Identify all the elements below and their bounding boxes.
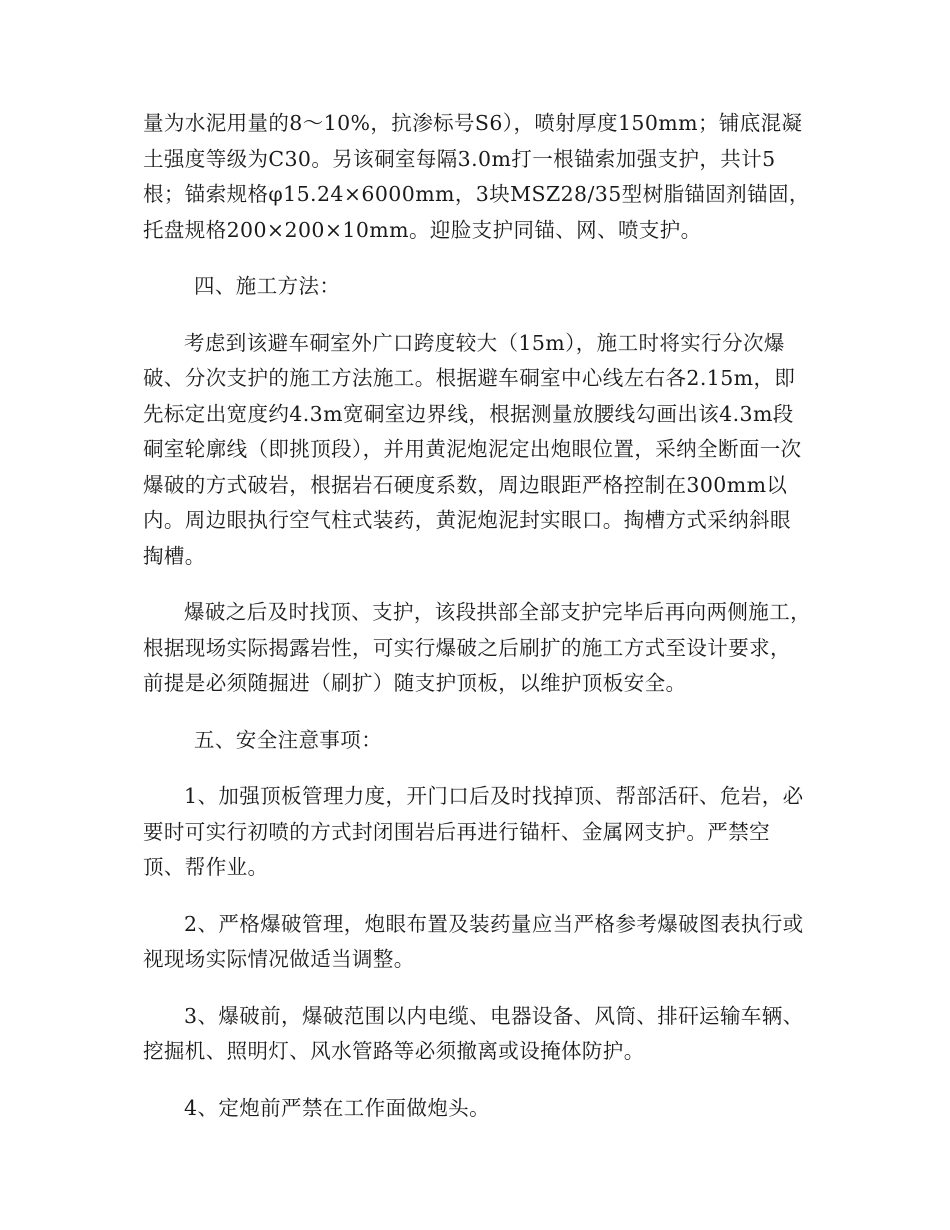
list-item-safety-2: 2、严格爆破管理，炮眼布置及装药量应当严格参考爆破图表执行或视现场实际情况做适当调整。 xyxy=(143,911,804,971)
list-item-safety-1: 1、加强顶板管理力度，开门口后及时找掉顶、帮部活矸、危岩，必要时可实行初喷的方式封闭围岩后再进行锚杆、金属网支护。严禁空顶、帮作业。 xyxy=(143,784,804,879)
list-item-safety-4: 4、定炮前严禁在工作面做炮头。 xyxy=(184,1095,491,1120)
section-heading-construction-method: 四、施工方法： xyxy=(194,274,341,298)
list-item-safety-3: 3、爆破前，爆破范围以内电缆、电器设备、风筒、排矸运输车辆、挖掘机、照明灯、风水管路等必须撤离或设掩体防护。 xyxy=(143,1003,804,1063)
paragraph-method-blasting: 考虑到该避车硐室外广口跨度较大（15m），施工时将实行分次爆破、分次支护的施工方法施工。根据避车硐室中心线左右各2.15m，即先标定出宽度约4.3m宽硐室边界线，根据测量放腰线勾画出该4.3m段硐室轮廓线（即挑顶段），并用黄泥炮泥定出炮眼位置，采纳全断面一次爆破的方式破岩，根据岩石硬度系数，周边眼距严格控制在300mm以内。周边眼执行空气柱式装药，黄泥炮泥封实眼口。掏槽方式采纳斜眼掏槽。 xyxy=(143,330,802,568)
paragraph-method-support: 爆破之后及时找顶、支护，该段拱部全部支护完毕后再向两侧施工，根据现场实际揭露岩性，可实行爆破之后刷扩的施工方式至设计要求，前提是必须随掘进（刷扩）随支护顶板，以维护顶板安全。 xyxy=(143,600,811,695)
section-heading-safety: 五、安全注意事项： xyxy=(194,727,383,752)
paragraph-support-spec: 量为水泥用量的8～10%，抗渗标号S6），喷射厚度150mm；铺底混凝土强度等级为C30。另该硐室每隔3.0m打一根锚索加强支护，共计5根；锚索规格φ15.24×6000mm，3块MSZ28/35型树脂锚固剂锚固，托盘规格200×200×10mm。迎脸支护同锚、网、喷支护。 xyxy=(143,111,810,242)
document-page xyxy=(143,106,811,1126)
